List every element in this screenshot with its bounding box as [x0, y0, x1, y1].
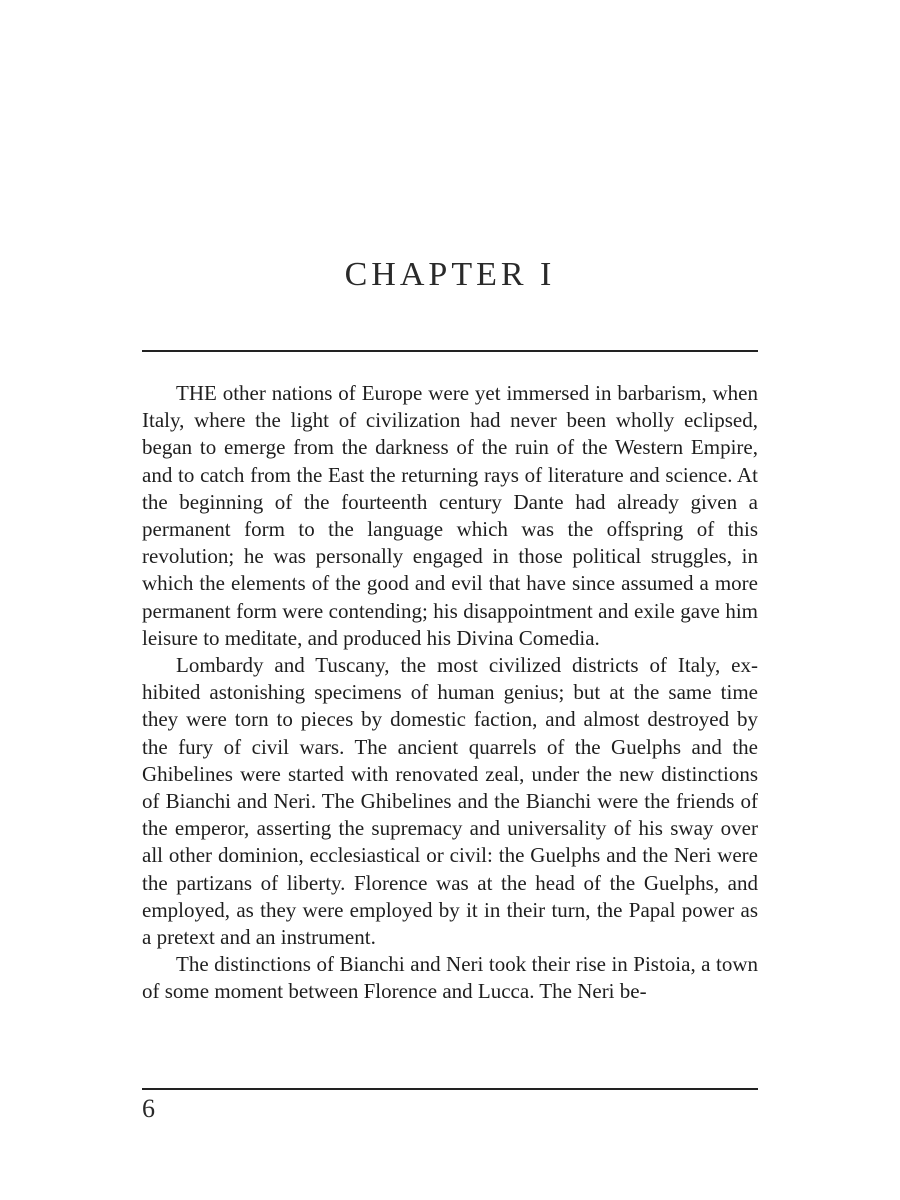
chapter-body — [142, 380, 758, 1006]
page-number: 6 — [142, 1094, 155, 1123]
paragraph-1: THE other nations of Europe were yet immersed in barbarism, when Italy, where the light of civilization had never been wholly eclipsed, began to emerge from the darkness of the ruin of the Western Empire, and to catch from the East the returning rays of literature and science. At the beginning of the fourteenth century Dante had already given a permanent form to the language which was the offspring of this revolution; he was personally engaged in those political struggles, in which the elements of the good and evil that have since assumed a more permanent form were contending; his disappointment and exile gave him leisure to meditate, and produced his Divina Comedia. — [142, 381, 758, 650]
paragraph-2: Lombardy and Tuscany, the most civilized districts of Italy, exhibited astonishing specimens of human genius; but at the same time they were torn to pieces by domestic faction, and almost destroyed by the fury of civil wars. The ancient quarrels of the Guelphs and the Ghibelines were started with renovated zeal, under the new distinctions of Bianchi and Neri. The Ghibelines and the Bianchi were the friends of the emperor, asserting the supremacy and universality of his sway over all other dominion, ecclesiastical or civil: the Guelphs and the Neri were the partizans of liberty. Florence was at the head of the Guelphs, and employed, as they were employed by it in their turn, the Papal power as a pretext and an instrument. — [142, 653, 758, 950]
bottom-divider — [142, 1088, 758, 1090]
paragraph-3: The distinctions of Bianchi and Neri took their rise in Pistoia, a town of some moment between Florence and Lucca. The Neri be- — [142, 952, 758, 1004]
top-divider — [142, 350, 758, 352]
chapter-heading: CHAPTER I — [344, 256, 556, 293]
